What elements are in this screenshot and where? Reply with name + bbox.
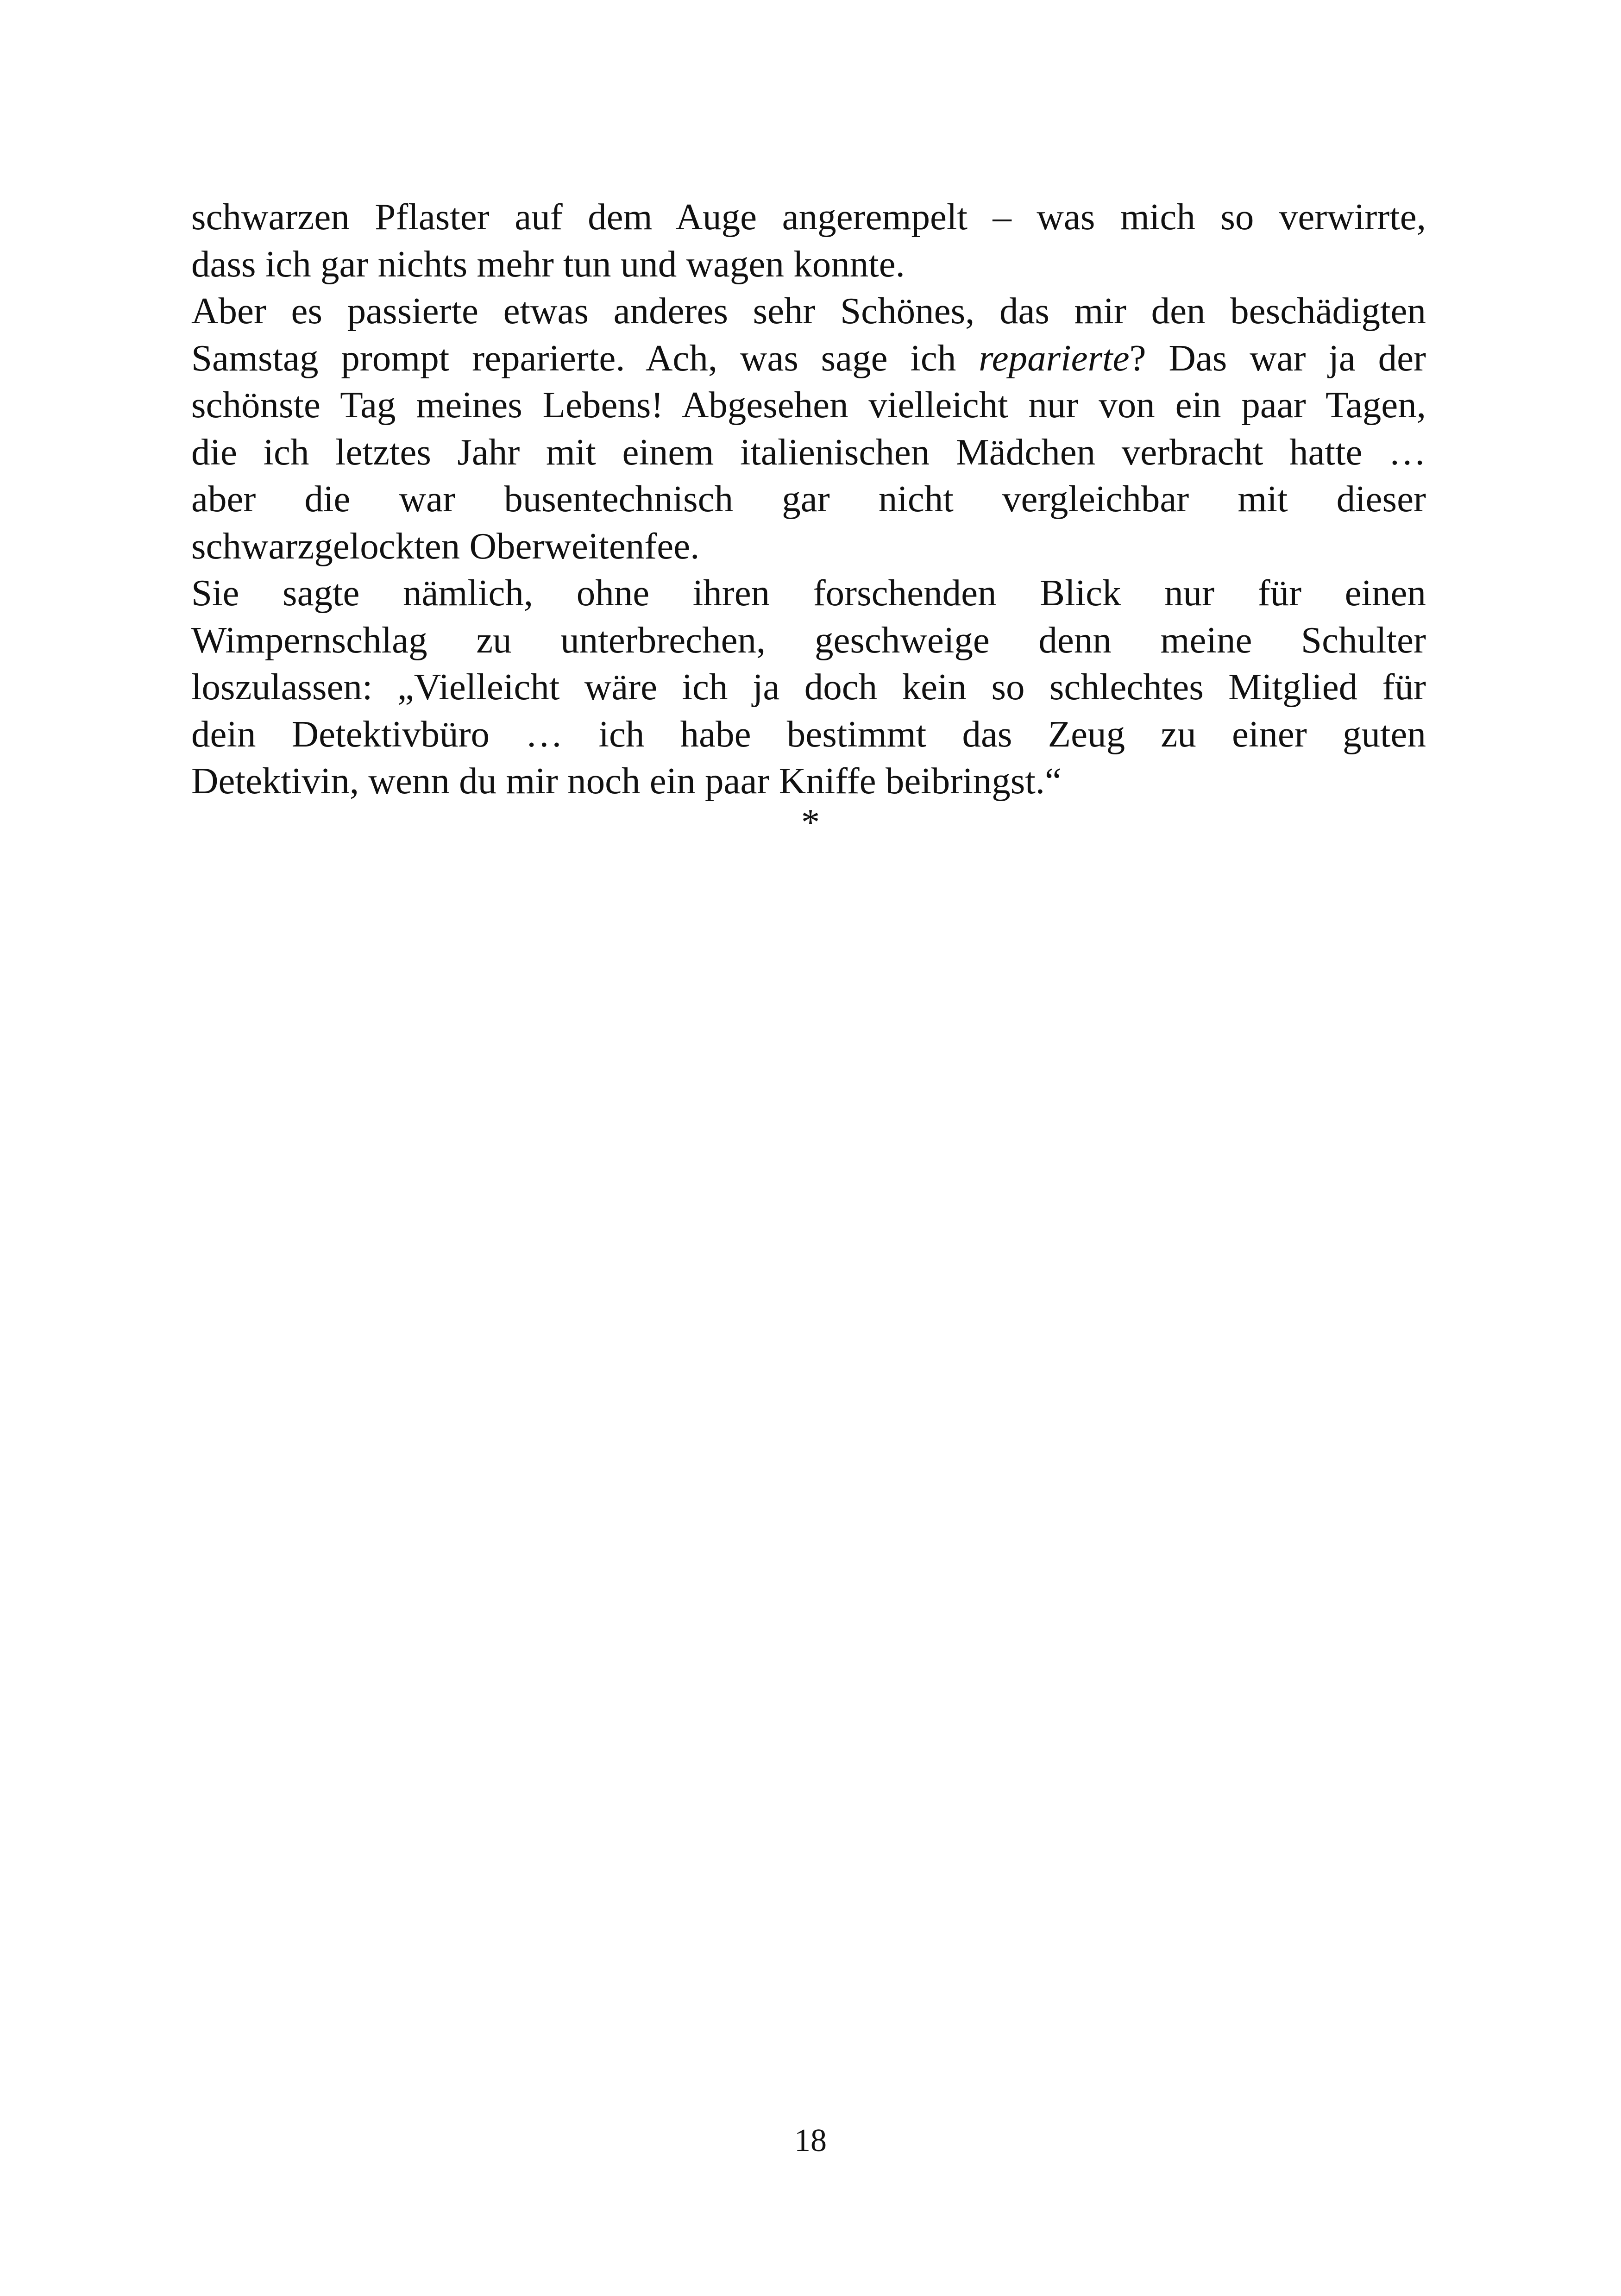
paragraph-1 <box>191 194 1426 288</box>
text-line: Wimpernschlag zu unterbrechen, geschweige denn meine Schulter <box>191 619 1426 661</box>
paragraph-2 <box>191 288 1426 570</box>
text-line: schwarzen Pflaster auf dem Auge angerempelt – was mich so verwirrte, <box>191 196 1426 238</box>
italic-word: reparierte <box>979 337 1130 379</box>
text-line: schwarzgelockten Oberweitenfee. <box>191 525 700 567</box>
page-number: 18 <box>794 2123 827 2158</box>
text-line: dass ich gar nichts mehr tun und wagen konnte. <box>191 243 905 285</box>
paragraph-3 <box>191 570 1426 805</box>
text-run: ? Das war ja der <box>1129 337 1426 379</box>
text-line-with-italic <box>191 335 1426 382</box>
text-line: schönste Tag meines Lebens! Abgesehen vielleicht nur von ein paar Tagen, <box>191 384 1426 426</box>
body-text <box>191 194 1426 805</box>
text-line: dein Detektivbüro … ich habe bestimmt das Zeug zu einer guten <box>191 713 1426 755</box>
text-line: Aber es passierte etwas anderes sehr Schönes, das mir den beschädigten <box>191 290 1426 332</box>
text-line: aber die war busentechnisch gar nicht vergleichbar mit dieser <box>191 478 1426 520</box>
section-separator: * <box>801 801 820 843</box>
text-line: loszulassen: „Vielleicht wäre ich ja doch kein so schlechtes Mitglied für <box>191 666 1426 708</box>
text-line: Sie sagte nämlich, ohne ihren forschenden Blick nur für einen <box>191 572 1426 614</box>
text-line: die ich letztes Jahr mit einem italienischen Mädchen verbracht hatte … <box>191 431 1426 473</box>
text-line: Detektivin, wenn du mir noch ein paar Kniffe beibringst.“ <box>191 760 1062 802</box>
text-run: Samstag prompt reparierte. Ach, was sage ich <box>191 337 979 379</box>
